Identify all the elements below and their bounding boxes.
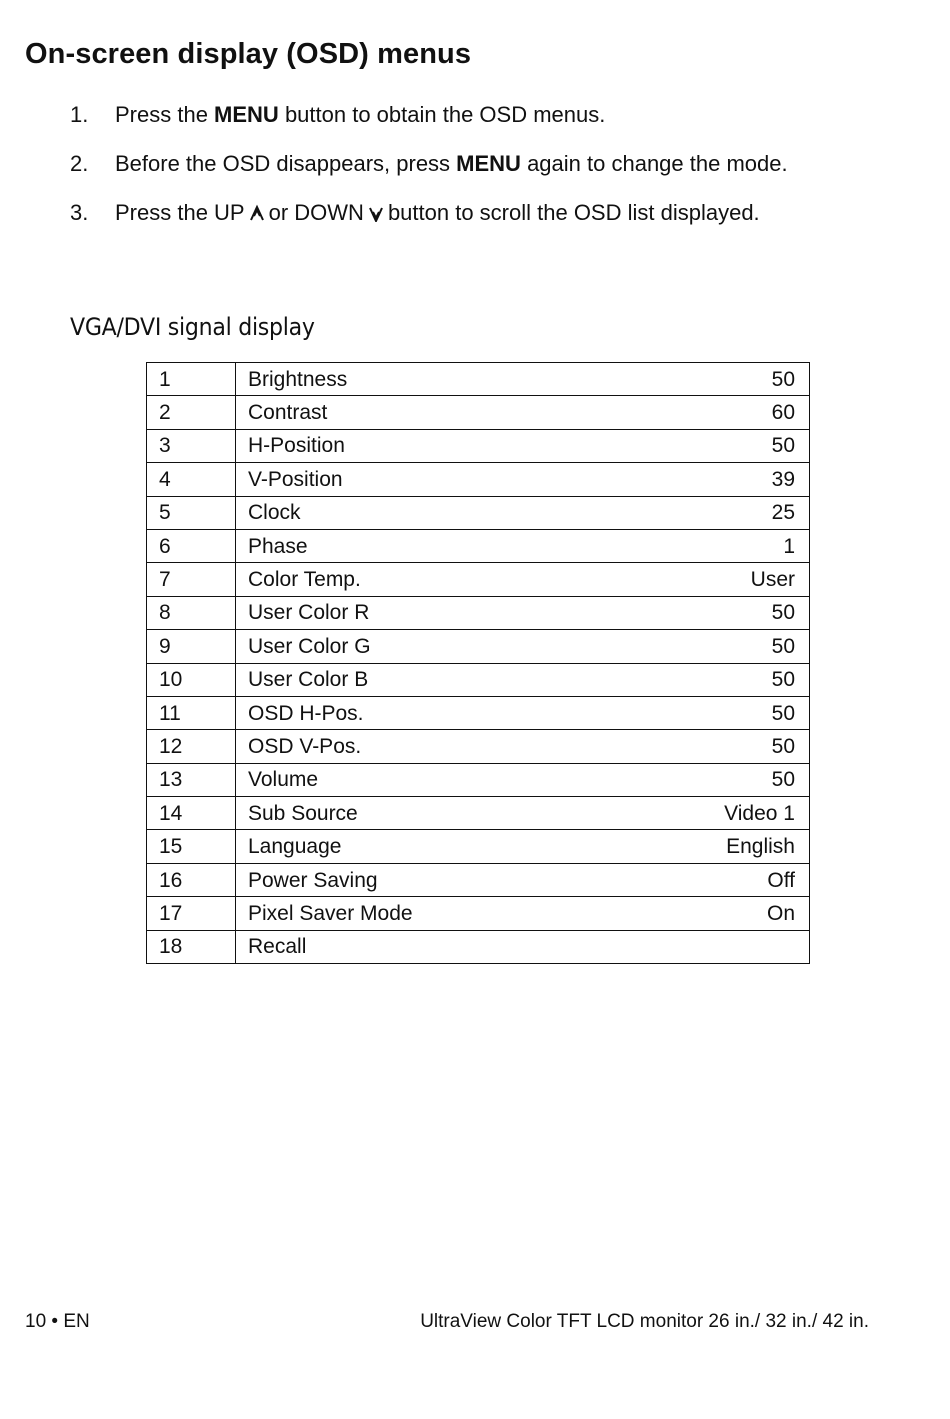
menu-item-value: 60 <box>616 396 810 429</box>
row-number: 13 <box>147 763 236 796</box>
row-number: 1 <box>147 363 236 396</box>
step-text-part: Press the UP <box>115 200 245 225</box>
table-row <box>147 663 810 696</box>
table-row <box>147 596 810 629</box>
step-text-part: Press the <box>115 102 215 127</box>
menu-item-value: 50 <box>616 429 810 462</box>
row-number: 9 <box>147 630 236 663</box>
menu-item-name: Recall <box>236 930 616 963</box>
section-title: VGA/DVI signal display <box>70 313 315 341</box>
menu-item-name: Power Saving <box>236 863 616 896</box>
table-row <box>147 763 810 796</box>
menu-item-name: OSD H-Pos. <box>236 696 616 729</box>
row-number: 16 <box>147 863 236 896</box>
menu-item-name: Brightness <box>236 363 616 396</box>
menu-item-value <box>616 930 810 963</box>
menu-item-value: 50 <box>616 630 810 663</box>
row-number: 10 <box>147 663 236 696</box>
step-number: 1. <box>70 102 89 127</box>
osd-menu-table <box>146 362 810 964</box>
menu-item-name: V-Position <box>236 463 616 496</box>
table-row <box>147 863 810 896</box>
row-number: 5 <box>147 496 236 529</box>
table-row <box>147 463 810 496</box>
menu-item-value: 50 <box>616 763 810 796</box>
row-number: 2 <box>147 396 236 429</box>
row-number: 15 <box>147 830 236 863</box>
menu-item-value: On <box>616 897 810 930</box>
instruction-step <box>70 198 830 229</box>
menu-item-value: 39 <box>616 463 810 496</box>
row-number: 4 <box>147 463 236 496</box>
instruction-step <box>70 149 830 178</box>
row-number: 3 <box>147 429 236 462</box>
menu-item-name: OSD V-Pos. <box>236 730 616 763</box>
table-row <box>147 930 810 963</box>
menu-item-name: User Color R <box>236 596 616 629</box>
table-row <box>147 797 810 830</box>
row-number: 18 <box>147 930 236 963</box>
menu-item-name: Clock <box>236 496 616 529</box>
table-row <box>147 730 810 763</box>
menu-item-name: User Color B <box>236 663 616 696</box>
menu-keyword: MENU <box>456 151 521 176</box>
menu-item-value: 50 <box>616 730 810 763</box>
table-row <box>147 529 810 562</box>
menu-item-value: Off <box>616 863 810 896</box>
menu-keyword: MENU <box>214 102 279 127</box>
menu-item-value: 50 <box>616 663 810 696</box>
row-number: 6 <box>147 529 236 562</box>
step-number: 2. <box>70 151 89 176</box>
step-text-part: again to change the mode. <box>520 151 788 176</box>
table-row <box>147 630 810 663</box>
menu-item-value: 25 <box>616 496 810 529</box>
row-number: 7 <box>147 563 236 596</box>
menu-item-name: Sub Source <box>236 797 616 830</box>
table-row <box>147 429 810 462</box>
step-text-part: or DOWN <box>268 200 364 225</box>
footer-product-name: UltraView Color TFT LCD monitor 26 in./ 32 in./ 42 in. <box>420 1311 869 1332</box>
menu-item-value: English <box>616 830 810 863</box>
step-text-part: button to obtain the OSD menus. <box>278 102 606 127</box>
menu-item-value: Video 1 <box>616 797 810 830</box>
menu-item-name: Contrast <box>236 396 616 429</box>
row-number: 11 <box>147 696 236 729</box>
menu-item-name: Language <box>236 830 616 863</box>
step-text-part: Before the OSD disappears, press <box>115 151 457 176</box>
table-row <box>147 830 810 863</box>
menu-item-name: H-Position <box>236 429 616 462</box>
table-row <box>147 363 810 396</box>
table-row <box>147 563 810 596</box>
up-arrow-icon <box>248 200 266 229</box>
table-row <box>147 897 810 930</box>
menu-item-value: 50 <box>616 596 810 629</box>
step-text <box>115 100 830 129</box>
step-text <box>115 149 830 178</box>
menu-item-value: 50 <box>616 696 810 729</box>
step-text-part: button to scroll the OSD list displayed. <box>387 200 760 225</box>
table-row <box>147 696 810 729</box>
table-row <box>147 496 810 529</box>
menu-item-name: User Color G <box>236 630 616 663</box>
instruction-step <box>70 100 830 129</box>
table-row <box>147 396 810 429</box>
page-title: On-screen display (OSD) menus <box>25 38 472 70</box>
step-number: 3. <box>70 200 89 225</box>
row-number: 17 <box>147 897 236 930</box>
menu-item-value: 50 <box>616 363 810 396</box>
row-number: 14 <box>147 797 236 830</box>
row-number: 12 <box>147 730 236 763</box>
menu-item-name: Pixel Saver Mode <box>236 897 616 930</box>
instruction-list <box>70 100 830 249</box>
row-number: 8 <box>147 596 236 629</box>
down-arrow-icon <box>367 200 385 229</box>
menu-item-value: 1 <box>616 529 810 562</box>
menu-item-name: Color Temp. <box>236 563 616 596</box>
menu-item-value: User <box>616 563 810 596</box>
step-text <box>115 198 830 229</box>
menu-item-name: Volume <box>236 763 616 796</box>
menu-item-name: Phase <box>236 529 616 562</box>
page-number: 10 • EN <box>25 1311 90 1332</box>
